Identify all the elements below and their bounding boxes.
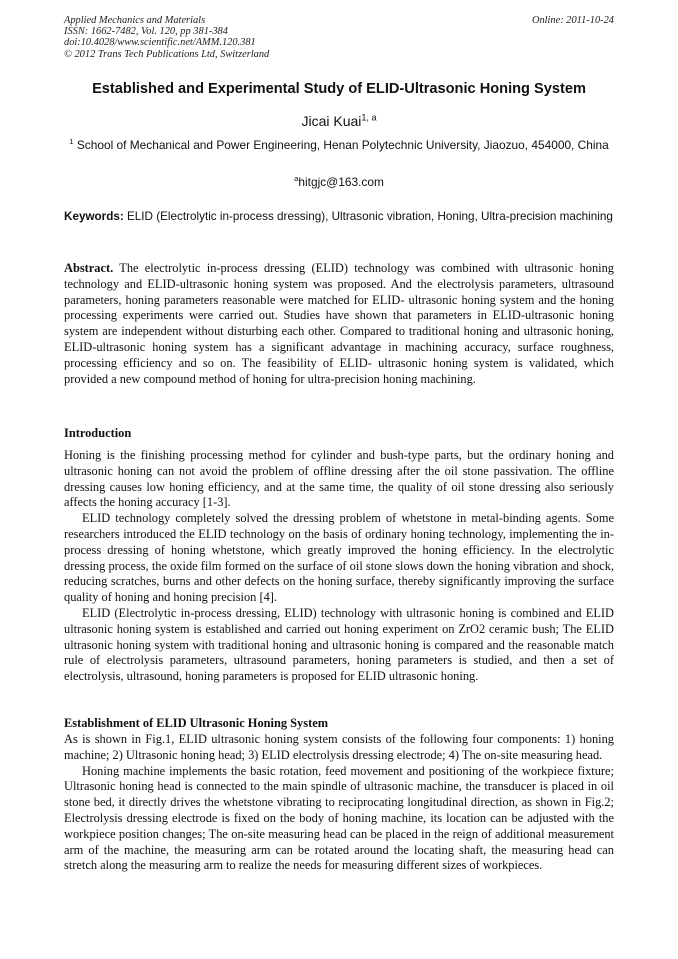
est-paragraph-1: As is shown in Fig.1, ELID ultrasonic honing system consists of the following four components: 1) honing machine; 2) Ultrasonic honing head; 3) ELID electrolysis dressing electrode; 4) The on-site measuring head. <box>64 732 614 762</box>
journal-name: Applied Mechanics and Materials <box>64 15 206 26</box>
abstract <box>64 261 614 387</box>
online-date: Online: 2011-10-24 <box>531 15 614 26</box>
author-superscript: 1, a <box>361 112 377 123</box>
affiliation-text: School of Mechanical and Power Engineering, Henan Polytechnic University, Jiaozuo, 454000, China <box>76 138 609 152</box>
paper-title: Established and Experimental Study of ELID-Ultrasonic Honing System <box>92 81 586 97</box>
est-paragraph-2: Honing machine implements the basic rotation, feed movement and positioning of the workpiece fixture; Ultrasonic honing head is connected to the main spindle of ultrasonic machine, the transducer is placed in oil stone bed, it directly drives the whetstone vibrating to reciprocating longitudinal direction, as shown in Fig.2; Electrolysis dressing electrode is fixed on the body of honing machine, its location can be adjusted with the workpiece position changes; The on-site measuring head can be placed in the reign of additional measurement arm of the machine, the measuring arm can be rotated around the locating shaft, the measuring head can stretch along the measuring arm to realize the needs for measuring different sizes of workpieces. <box>64 763 614 873</box>
intro-paragraph-1: Honing is the finishing processing method for cylinder and bush-type parts, but the ordinary honing and ultrasonic honing can not avoid the problem of offline dressing after the oil stone passivation. The offline dressing causes low honing efficiency, and at the same time, the quality of oil stone dressing also seriously affects the honing accuracy [1-3]. <box>64 448 614 510</box>
doi-line: doi:10.4028/www.scientific.net/AMM.120.381 <box>64 37 256 49</box>
author-line <box>0 113 678 129</box>
email-address[interactable]: hitgjc@163.com <box>298 175 384 189</box>
email-superscript: a <box>294 174 299 184</box>
keywords-text: ELID (Electrolytic in-process dressing), Ultrasonic vibration, Honing, Ultra-precision machining <box>127 210 613 223</box>
keywords-label: Keywords: <box>64 210 124 223</box>
introduction-heading: Introduction <box>64 426 132 440</box>
introduction-body <box>64 448 614 685</box>
author-name: Jicai Kuai <box>301 113 362 129</box>
keywords <box>64 209 614 224</box>
copyright-line: © 2012 Trans Tech Publications Ltd, Switzerland <box>64 48 270 60</box>
email-line <box>0 175 678 189</box>
abstract-text: The electrolytic in-process dressing (ELID) technology was combined with ultrasonic honing technology and ELID-ultrasonic honing system was proposed. And the electrolysis parameters, ultrasound parameters, honing parameters reasonable were matched for ELID- ultrasonic honing system and the honing processing experiments were carried out. Studies have shown that parameters in ELID-ultrasonic honing system are independent without disturbing each other. Compared to traditional honing and ultrasonic honing, ELID-ultrasonic honing system has a significant advantage in machining accuracy, surface roughness, processing efficiency and so on. The feasibility of ELID- ultrasonic honing system is validated, which provided a new compound method of honing for ultra-precision honing machining. <box>64 261 615 386</box>
establishment-heading: Establishment of ELID Ultrasonic Honing System <box>64 716 329 730</box>
establishment-body <box>64 732 614 874</box>
abstract-label: Abstract. <box>64 261 114 275</box>
journal-header <box>64 15 614 60</box>
intro-paragraph-2: ELID technology completely solved the dressing problem of whetstone in metal-binding agents. Some researchers introduced the ELID technology on the basis of ordinary honing technology, implementing the in-process dressing of honing whetstone, which greatly improved the honing efficiency. In the electrolytic dressing process, the oxide film formed on the surface of oil stone slows down the honing vibration and shock, reducing scratches, burns and other defects on the honing surface, thereby significantly improving the surface quality of honing and honing precision [4]. <box>64 511 614 605</box>
affiliation <box>64 138 614 153</box>
affiliation-superscript: 1 <box>69 137 74 147</box>
issn-line: ISSN: 1662-7482, Vol. 120, pp 381-384 <box>64 26 228 38</box>
intro-paragraph-3: ELID (Electrolytic in-process dressing, ELID) technology with ultrasonic honing is combined and ELID ultrasonic honing system is established and carried out honing experiment on ZrO2 ceramic bush; The ELID ultrasonic honing system with traditional honing and ultrasonic honing is compared and the reasonable match rule of electrolysis parameters, ultrasound parameters, honing parameters is studied, and then a set of electrolysis, ultrasound, honing parameters is proposed for ELID ultrasonic honing. <box>64 605 614 684</box>
